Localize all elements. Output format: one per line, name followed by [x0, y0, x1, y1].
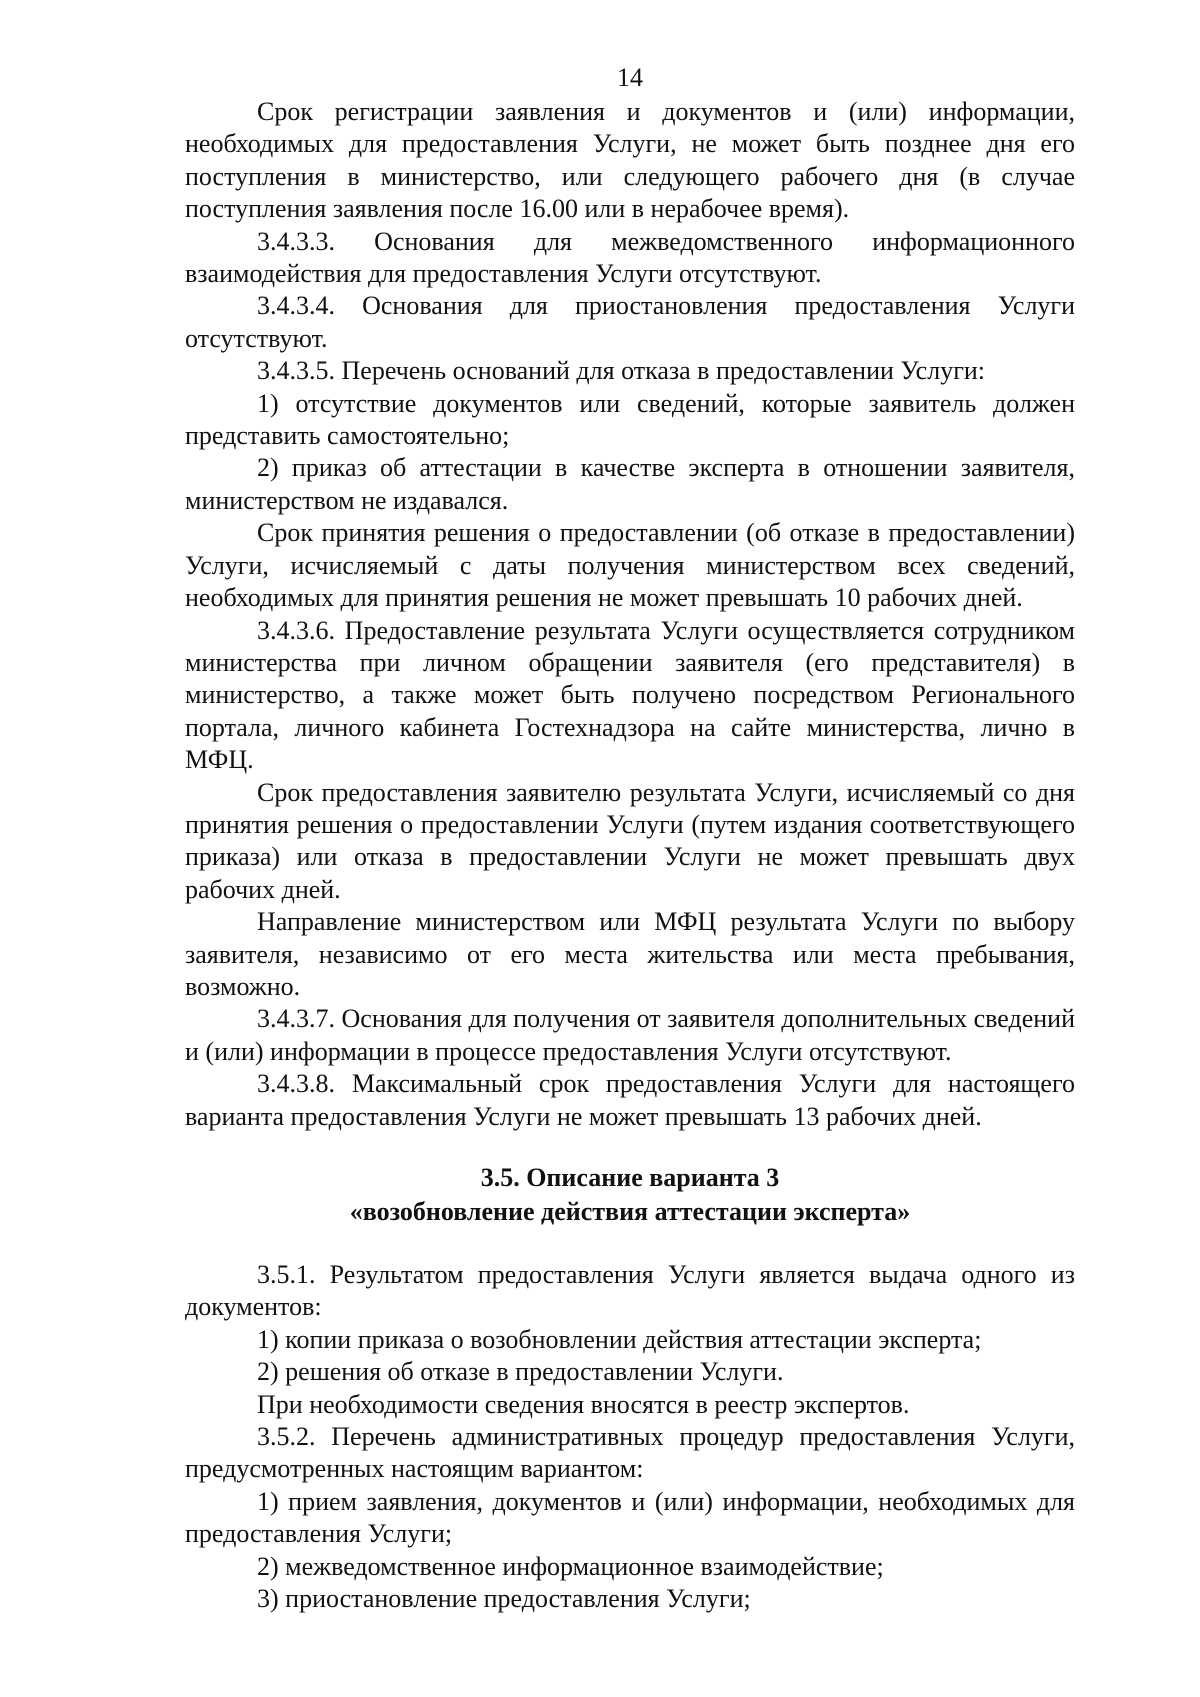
section-heading-subtitle: «возобновление действия аттестации эксперта»	[349, 1197, 911, 1226]
paragraph: Срок предоставления заявителю результата Услуги, исчисляемый со дня принятия решения о предоставлении Услуги (путем издания соответствующего приказа) или отказа в предоставлении Услуги не может превышать двух рабочих дней.	[185, 777, 1075, 904]
paragraph: Срок регистрации заявления и документов и (или) информации, необходимых для предоставления Услуги, не может быть позднее дня его поступления в министерство, или следующего рабочего дня (в случае поступления заявления после 16.00 или в нерабочее время).	[185, 97, 1075, 224]
paragraph: 3.4.3.5. Перечень оснований для отказа в предоставлении Услуги:	[257, 356, 985, 386]
paragraph: Срок принятия решения о предоставлении (об отказе в предоставлении) Услуги, исчисляемый с даты получения министерством всех сведений, необходимых для принятия решения не может превышать 10 рабочих дней.	[185, 518, 1075, 613]
list-item: 1) копии приказа о возобновлении действия аттестации эксперта;	[257, 1324, 982, 1354]
paragraph: 3.5.2. Перечень административных процедур предоставления Услуги, предусмотренных настоящим вариантом:	[185, 1422, 1075, 1484]
list-item: 2) приказ об аттестации в качестве эксперта в отношении заявителя, министерством не издавался.	[185, 453, 1075, 515]
top-text-block	[185, 96, 1075, 1133]
paragraph: Направление министерством или МФЦ результата Услуги по выбору заявителя, независимо от его места жительства или места пребывания, возможно.	[185, 907, 1075, 1001]
section-heading-title: 3.5. Описание варианта 3	[480, 1163, 780, 1192]
paragraph: 3.4.3.4. Основания для приостановления предоставления Услуги отсутствуют.	[185, 291, 1075, 353]
paragraph: 3.5.1. Результатом предоставления Услуги является выдача одного из документов:	[185, 1260, 1075, 1322]
bottom-text-block	[185, 1259, 1075, 1615]
paragraph: При необходимости сведения вносятся в реестр экспертов.	[257, 1389, 910, 1419]
list-item: 2) межведомственное информационное взаимодействие;	[257, 1551, 884, 1581]
list-item: 1) отсутствие документов или сведений, которые заявитель должен представить самостоятельно;	[185, 388, 1075, 451]
paragraph: 3.4.3.3. Основания для межведомственного информационного взаимодействия для предоставления Услуги отсутствуют.	[185, 226, 1075, 289]
list-item: 1) прием заявления, документов и (или) информации, необходимых для предоставления Услуги;	[185, 1486, 1075, 1549]
paragraph: 3.4.3.8. Максимальный срок предоставления Услуги для настоящего варианта предоставления Услуги не может превышать 13 рабочих дней.	[185, 1069, 1075, 1131]
page-number: 14	[617, 63, 643, 92]
document-page	[185, 62, 1075, 1615]
list-item: 3) приостановление предоставления Услуги;	[257, 1584, 751, 1614]
section-heading	[185, 1161, 1075, 1229]
paragraph: 3.4.3.7. Основания для получения от заявителя дополнительных сведений и (или) информации в процессе предоставления Услуги отсутствуют.	[185, 1004, 1076, 1066]
list-item: 2) решения об отказе в предоставлении Услуги.	[257, 1357, 784, 1387]
paragraph: 3.4.3.6. Предоставление результата Услуги осуществляется сотрудником министерства при личном обращении заявителя (его представителя) в министерство, а также может быть получено посредством Регионального портала, личного кабинета Гостехнадзора на сайте министерства, лично в МФЦ.	[185, 615, 1075, 775]
